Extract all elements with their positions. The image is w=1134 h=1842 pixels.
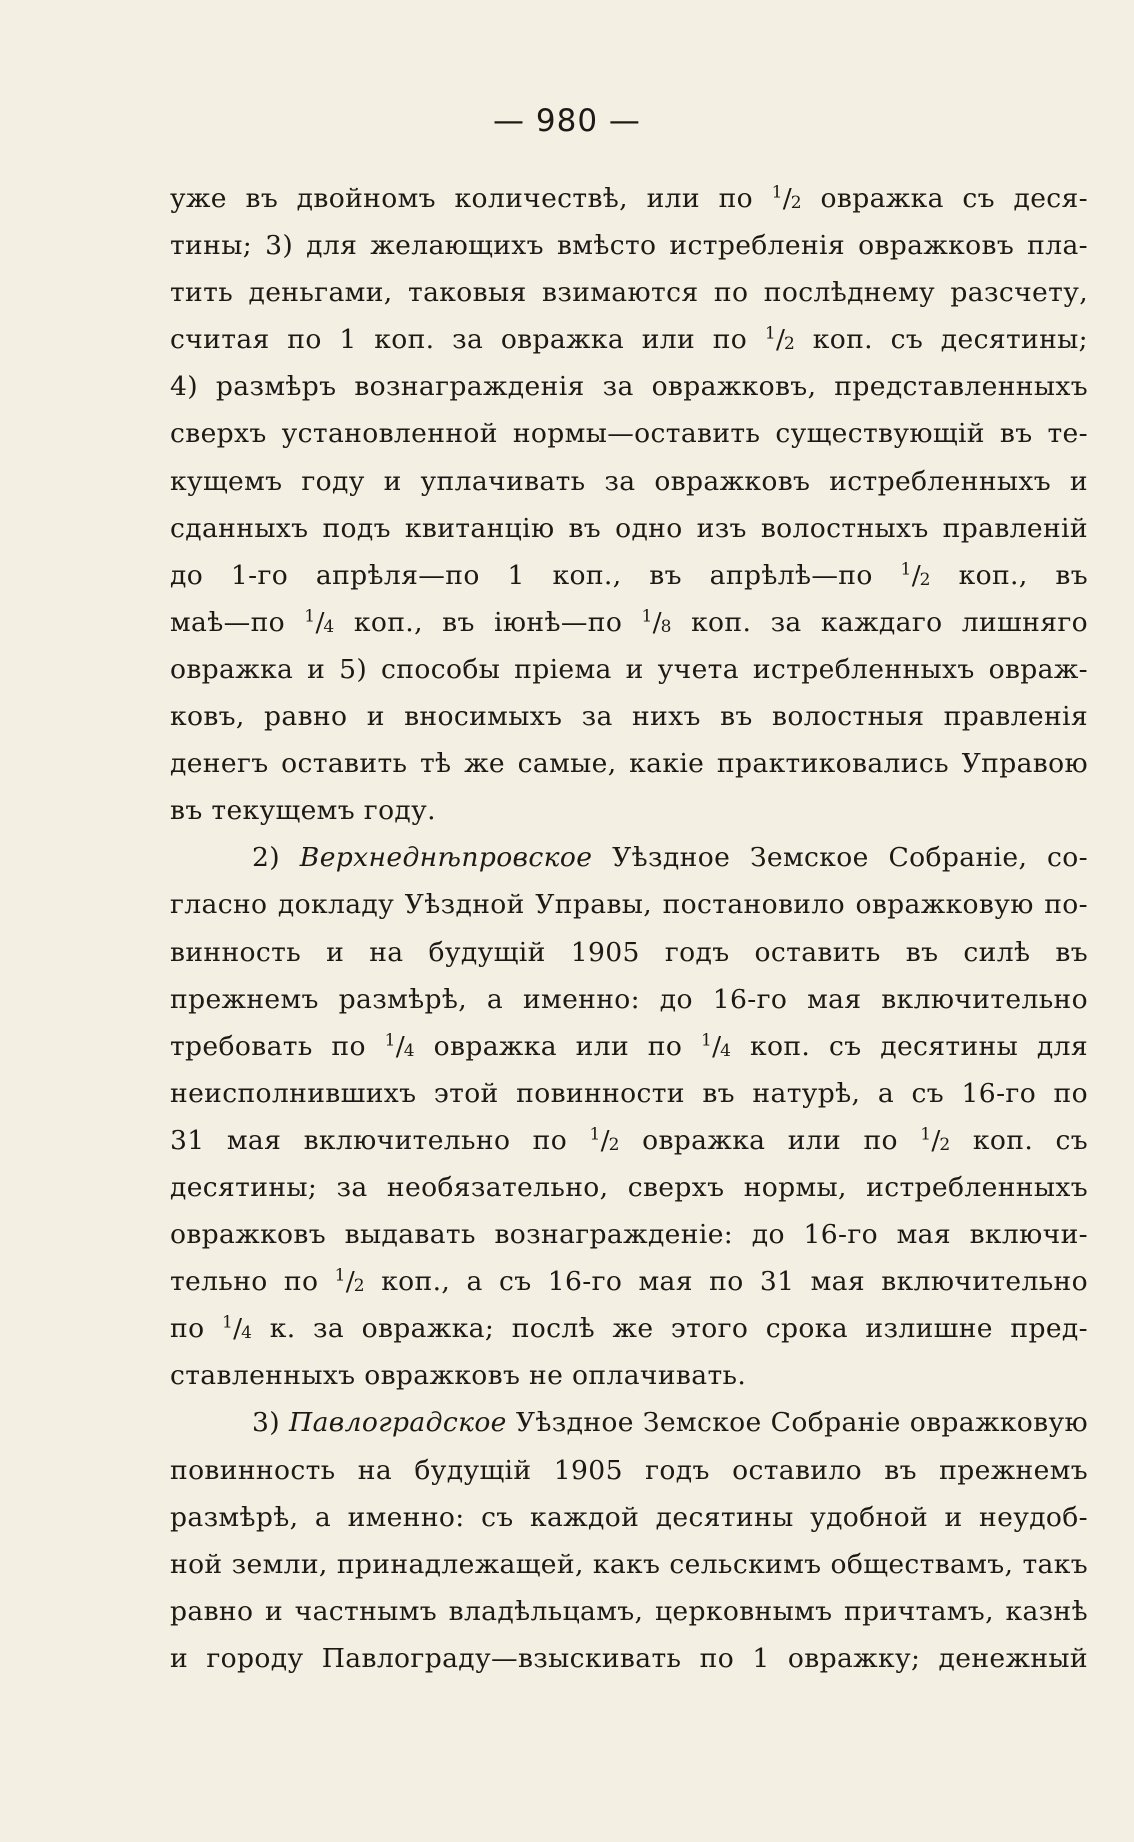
text-line: прежнемъ размѣрѣ, а именно: до 16-го мая включительно	[170, 983, 1088, 1015]
text-line: ной земли, принадлежащей, какъ сельскимъ обществамъ, такъ	[170, 1548, 1088, 1580]
text-line: тины; 3) для желающихъ вмѣсто истребленія овражковъ пла-	[170, 230, 1088, 262]
text-line: до 1-го апрѣля—по 1 коп., въ апрѣлѣ—по $^1$/2 коп., въ	[170, 559, 1088, 591]
text-line: размѣрѣ, а именно: съ каждой десятины удобной и неудоб-	[170, 1501, 1088, 1533]
page-number: — 980 —	[493, 103, 641, 139]
text-line: въ текущемъ году.	[170, 795, 436, 827]
text-line: тить деньгами, таковыя взимаются по послѣднему разсчету,	[170, 277, 1088, 309]
text-line: по $^1$/4 к. за овражка; послѣ же этого срока излишне пред-	[170, 1312, 1088, 1345]
paragraph-start: 3) Павлоградское Уѣздное Земское Собраніе овражковую	[252, 1407, 1088, 1439]
paragraph-start: 2) Верхнеднѣпровское Уѣздное Земское Собраніе, со-	[252, 842, 1088, 874]
text-line: кущемъ году и уплачивать за овражковъ истребленныхъ и	[170, 465, 1088, 497]
text-line: тельно по $^1$/2 коп., а съ 16-го мая по 31 мая включительно	[170, 1265, 1088, 1298]
text-line: маѣ—по $^1$/4 коп., въ іюнѣ—по $^1$/8 коп. за каждаго лишняго	[170, 606, 1088, 638]
text-line: винность и на будущій 1905 годъ оставить въ силѣ въ	[170, 936, 1088, 968]
text-line: гласно докладу Уѣздной Управы, постановило овражковую по-	[170, 889, 1088, 921]
text-line: и городу Павлограду—взыскивать по 1 овражку; денежный	[170, 1642, 1088, 1674]
text-line: считая по 1 коп. за овражка или по $^1$/2 коп. съ десятины;	[170, 323, 1088, 356]
text-line: десятины; за необязательно, сверхъ нормы, истребленныхъ	[170, 1171, 1088, 1203]
text-line: уже въ двойномъ количествѣ, или по $^1$/2 овражка съ деся-	[170, 182, 1088, 214]
text-line: требовать по $^1$/4 овражка или по $^1$/4 коп. съ десятины для	[170, 1030, 1088, 1062]
text-line: 4) размѣръ вознагражденія за овражковъ, представленныхъ	[170, 371, 1088, 403]
text-line: повинность на будущій 1905 годъ оставило въ прежнемъ	[170, 1454, 1088, 1486]
text-line: равно и частнымъ владѣльцамъ, церковнымъ причтамъ, казнѣ	[170, 1595, 1088, 1627]
text-line: овражка и 5) способы пріема и учета истребленныхъ овраж-	[170, 653, 1088, 685]
text-line: ковъ, равно и вносимыхъ за нихъ въ волостныя правленія	[170, 701, 1088, 733]
text-line: сданныхъ подъ квитанцію въ одно изъ волостныхъ правленій	[170, 512, 1088, 544]
text-line: неисполнившихъ этой повинности въ натурѣ, а съ 16-го по	[170, 1077, 1088, 1109]
text-line: овражковъ выдавать вознагражденіе: до 16-го мая включи-	[170, 1219, 1088, 1251]
text-line: сверхъ установленной нормы—оставить существующій въ те-	[170, 418, 1088, 450]
text-line: ставленныхъ овражковъ не оплачивать.	[170, 1360, 747, 1392]
text-line: 31 мая включительно по $^1$/2 овражка или по $^1$/2 коп. съ	[170, 1124, 1088, 1156]
body-text	[170, 175, 1088, 1682]
text-line: денегъ оставить тѣ же самые, какіе практиковались Управою	[170, 748, 1088, 780]
